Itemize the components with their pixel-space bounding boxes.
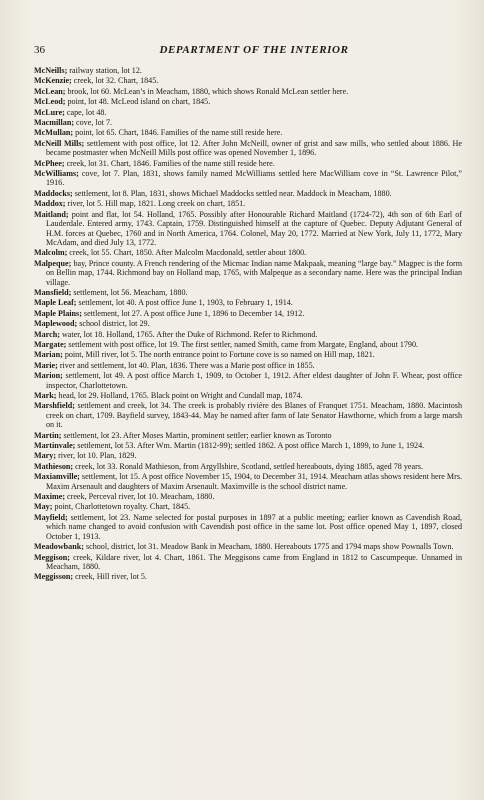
gazetteer-entry [34, 350, 462, 359]
entry-text: head, lot 29. Holland, 1765. Black point on Wright and Cundall map, 1874. [58, 391, 303, 400]
entry-name: Marion; [34, 371, 63, 381]
entry-text: creek, Hill river, lot 5. [75, 572, 147, 582]
entry-name: Maitland; [34, 209, 69, 219]
entry-name: Maple Plains; [34, 308, 82, 318]
gazetteer-entry [34, 441, 462, 450]
entry-text: settlement, lot 40. A post office June 1, 1903, to February 1, 1914. [78, 298, 293, 308]
gazetteer-entry [34, 87, 462, 96]
entry-name: Meadowbank; [34, 542, 84, 552]
gazetteer-entry [34, 572, 462, 581]
entry-name: Martinvale; [34, 441, 76, 451]
gazetteer-entry [34, 288, 462, 297]
entry-text: settlement, lot 23. Name selected for postal purposes in 1897 at a public meeting; earlier known as Cavendish Road, which name changed to avoid confusion with Cavendish post office in the same lot. Post office opened May 1, 1897, closed October 1, 1913. [46, 512, 462, 541]
entry-name: Margate; [34, 339, 67, 349]
gazetteer-entry [34, 361, 462, 370]
entry-name: Marian; [34, 350, 63, 360]
entry-name: Marie; [34, 360, 58, 370]
entry-name: Maddox; [34, 199, 66, 209]
gazetteer-entry [34, 492, 462, 501]
gazetteer-entry [34, 298, 462, 307]
entry-text: settlement and creek, lot 34. The creek is probably rivière des Blanes of Franquet 1751. Meacham, 1880. Macintosh creek on chart, 1709. Bayfield survey, 1843-44. May be named after farm of late Senator Hawthorne, which from a large marsh on it. [46, 401, 462, 430]
gazetteer-entry [34, 199, 462, 208]
entry-text: settlement, lot 53. After Wm. Martin (1812-99); settled 1862. A post office March 1, 1899, to June 1, 1924. [77, 441, 425, 451]
entry-text: point, Mill river, lot 5. The north entrance point to Fortune cove is so named on Hill map, 1821. [64, 350, 375, 360]
entry-text: point, lot 65. Chart, 1846. Families of the name still reside here. [75, 128, 283, 138]
entry-name: Meggison; [34, 552, 70, 562]
gazetteer-entry [34, 542, 462, 551]
entry-text: settlement, lot 49. A post office March 1, 1909, to October 1, 1912. After eldest daughter of John F. Whear, post office inspector, Charlottetown. [46, 371, 462, 390]
entry-name: McLeod; [34, 97, 66, 107]
entry-text: point and flat, lot 54. Holland, 1765. Possibly after Honourable Richard Maitland (1724-72), 4th son of 6th Earl of Lauderdale. Entered army, 1743. Captain, 1759. Distinguished himself at the capture of Quebec. Deputy Adjutant General of H.M. forces at Quebec, 1760 and in North America, 1764. Colonel, May 20, 1772. Married at New York, July 11, 1772, Mary McAdam, and died July 13, 1772. [46, 209, 462, 247]
entry-text: cove, lot 7. [76, 118, 113, 128]
gazetteer-entry [34, 451, 462, 460]
page-number: 36 [34, 44, 45, 56]
gazetteer-entry [34, 128, 462, 137]
gazetteer-entry [34, 431, 462, 440]
entry-text: point, lot 48. McLeod island on chart, 1845. [67, 97, 211, 107]
gazetteer-entry [34, 118, 462, 127]
entry-name: McLure; [34, 107, 65, 117]
gazetteer-entry [34, 462, 462, 471]
entry-name: McNeills; [34, 66, 68, 75]
entry-name: McWilliams; [34, 169, 79, 179]
gazetteer-entry [34, 97, 462, 106]
gazetteer-entry [34, 330, 462, 339]
entry-name: May; [34, 502, 53, 512]
gazetteer-entry [34, 553, 462, 572]
entry-name: Macmillan; [34, 118, 75, 128]
entry-text: river, lot 10. Plan, 1829. [58, 451, 137, 461]
entry-text: river, lot 5. Hill map, 1821. Long creek on chart, 1851. [67, 199, 246, 209]
entry-text: railway station, lot 12. [69, 66, 142, 75]
entry-text: settlement with post office, lot 12. After John McNeill, owner of grist and saw mills, who settled about 1886. He became postmaster when McNeill Mills post office was opened November 1, 1896. [46, 138, 462, 158]
entry-name: Maplewood; [34, 319, 78, 329]
gazetteer-entry [34, 169, 462, 188]
gazetteer-entry [34, 210, 462, 248]
entry-name: Marshfield; [34, 401, 75, 411]
gazetteer-entry [34, 502, 462, 511]
entry-text: cape, lot 48. [66, 107, 107, 117]
gazetteer-entry [34, 371, 462, 390]
entry-text: creek, Perceval river, lot 10. Meacham, 1880. [67, 492, 215, 502]
gazetteer-entry [34, 340, 462, 349]
entry-name: McKenzie; [34, 76, 72, 86]
entry-name: McNeill Mills; [34, 138, 85, 148]
running-title: DEPARTMENT OF THE INTERIOR [159, 44, 349, 56]
entry-text: school, district, lot 31. Meadow Bank in Meacham, 1880. Hereabouts 1775 and 1794 maps show Pownalls Town. [85, 542, 454, 552]
gazetteer-entry [34, 108, 462, 117]
gazetteer-entry [34, 513, 462, 541]
gazetteer-entries [34, 66, 462, 582]
gazetteer-entry [34, 189, 462, 198]
entry-name: Meggisson; [34, 572, 74, 582]
gazetteer-entry [34, 391, 462, 400]
entry-text: brook, lot 60. McLean’s in Meacham, 1880, which shows Ronald McLean settler here. [67, 86, 349, 96]
gazetteer-entry [34, 472, 462, 491]
entry-name: McLean; [34, 86, 66, 96]
entry-text: cove, lot 7. Plan, 1831, shows family named McWilliams settled here MacWilliam cove in “St. Lawrence Pilot,” 1916. [46, 169, 462, 188]
entry-text: point, Charlottetown royalty. Chart, 1845. [54, 502, 191, 512]
entry-name: Mark; [34, 391, 57, 400]
entry-text: school district, lot 29. [79, 319, 150, 329]
gazetteer-entry [34, 401, 462, 429]
entry-text: settlement, lot 56. Meacham, 1880. [73, 287, 188, 297]
entry-name: Mayfield; [34, 512, 68, 522]
entry-name: Mansfield; [34, 287, 72, 297]
entry-name: Maple Leaf; [34, 298, 77, 308]
entry-text: creek, Kildare river, lot 4. Chart, 1861. The Meggisons came from England in 1812 to Cascumpeque. Unnamed in Meacham, 1880. [46, 552, 462, 571]
gazetteer-entry [34, 319, 462, 328]
entry-name: McPhee; [34, 158, 65, 168]
gazetteer-entry [34, 159, 462, 168]
entry-name: Malpeque; [34, 258, 72, 268]
gazetteer-entry [34, 76, 462, 85]
entry-text: river and settlement, lot 40. Plan, 1836. There was a Marie post office in 1855. [59, 360, 315, 370]
entry-name: Maddocks; [34, 188, 73, 198]
entry-name: March; [34, 329, 60, 339]
gazetteer-entry [34, 248, 462, 257]
entry-text: settlement, lot 8. Plan, 1831, shows Michael Maddocks settled near. Maddock in Meacham, 1880. [74, 188, 392, 198]
entry-text: settlement, lot 15. A post office November 15, 1904, to December 31, 1914. Meacham atlas shows resident here Mrs. Maxim Arsenault and daughters of Maxim Arsenault. Maximville is the school district name. [46, 472, 462, 491]
entry-name: Martin; [34, 430, 62, 440]
entry-text: creek, lot 32. Chart, 1845. [73, 76, 159, 86]
gazetteer-entry [34, 259, 462, 287]
gazetteer-entry [34, 139, 462, 158]
entry-name: Maxiamville; [34, 472, 80, 482]
entry-text: water, lot 18. Holland, 1765. After the Duke of Richmond. Refer to Richmond. [61, 329, 318, 339]
entry-name: Mathieson; [34, 461, 74, 471]
entry-name: Maxime; [34, 492, 66, 502]
entry-name: Malcolm; [34, 248, 68, 258]
gazetteer-entry [34, 309, 462, 318]
entry-text: creek, lot 33. Ronald Mathieson, from Argyllshire, Scotland, settled hereabouts, dying 1885, aged 78 years. [75, 461, 423, 471]
entry-text: settlement, lot 27. A post office June 1, 1896 to December 14, 1912. [83, 308, 305, 318]
entry-text: bay, Prince county. A French rendering of the Micmac Indian name Makpaak, meaning “large bay.” Magpec is the form on Bellin map, 1744. Richmond bay on Holland map, 1765, with Malpeque as a secondary name. Here was the principal Indian village. [46, 258, 462, 287]
entry-name: McMullan; [34, 128, 74, 138]
entry-name: Mary; [34, 451, 57, 461]
entry-text: creek, lot 31. Chart, 1846. Families of the name still reside here. [66, 158, 275, 168]
entry-text: settlement, lot 23. After Moses Martin, prominent settler; earlier known as Toronto [63, 430, 332, 440]
entry-text: settlement with post office, lot 19. The first settler, named Smith, came from Margate, England, about 1790. [68, 339, 419, 349]
entry-text: creek, lot 55. Chart, 1850. After Malcolm Macdonald, settler about 1800. [69, 248, 307, 258]
gazetteer-entry [34, 66, 462, 75]
page-header [34, 44, 462, 56]
